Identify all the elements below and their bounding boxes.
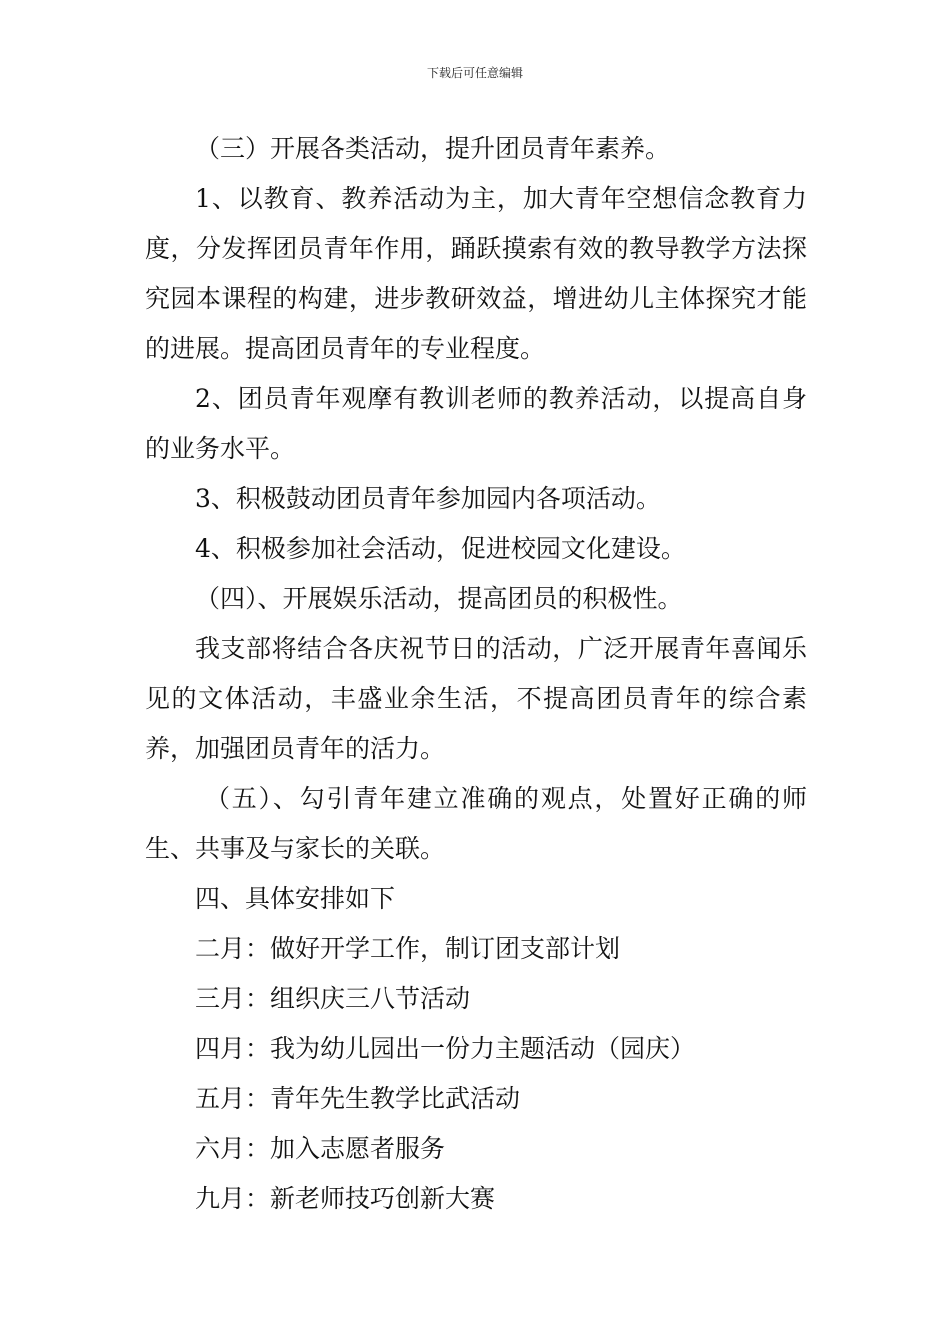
paragraph-section-three-heading: （三）开展各类活动，提升团员青年素养。 bbox=[195, 134, 671, 163]
schedule-item-june: 六月：加入志愿者服务 bbox=[195, 1134, 446, 1163]
schedule-item-september: 九月：新老师技巧创新大赛 bbox=[195, 1184, 496, 1213]
paragraph-section-five-heading: （五）、勾引青年建立准确的观点，处置好正确的师生、共事及与家长的关联。 bbox=[145, 784, 807, 863]
paragraph-item-1: 1、以教育、教养活动为主，加大青年空想信念教育力度，分发挥团员青年作用，踊跃摸索有效的教导教学方法探究园本课程的构建，进步教研效益，增进幼儿主体探究才能的进展。提高团员青年的专业程度。 bbox=[145, 184, 807, 363]
paragraph-item-2: 2、团员青年观摩有教训老师的教养活动，以提高自身的业务水平。 bbox=[145, 384, 807, 463]
schedule-item-march: 三月：组织庆三八节活动 bbox=[195, 984, 471, 1013]
paragraph-schedule-heading: 四、具体安排如下 bbox=[195, 884, 396, 913]
paragraph-section-four-body: 我支部将结合各庆祝节日的活动，广泛开展青年喜闻乐见的文体活动，丰盛业余生活，不提高团员青年的综合素养，加强团员青年的活力。 bbox=[145, 634, 807, 763]
paragraph-item-4: 4、积极参加社会活动，促进校园文化建设。 bbox=[195, 534, 686, 563]
document-body bbox=[145, 124, 807, 1224]
schedule-item-april: 四月：我为幼儿园出一份力主题活动（园庆） bbox=[195, 1034, 696, 1063]
paragraph-section-four-heading: （四）、开展娱乐活动，提高团员的积极性。 bbox=[195, 584, 683, 613]
paragraph-item-3: 3、积极鼓动团员青年参加园内各项活动。 bbox=[195, 484, 661, 513]
page-header: 下载后可任意编辑 bbox=[426, 66, 523, 80]
schedule-item-may: 五月：青年先生教学比武活动 bbox=[195, 1084, 521, 1113]
schedule-item-february: 二月：做好开学工作，制订团支部计划 bbox=[195, 934, 621, 963]
